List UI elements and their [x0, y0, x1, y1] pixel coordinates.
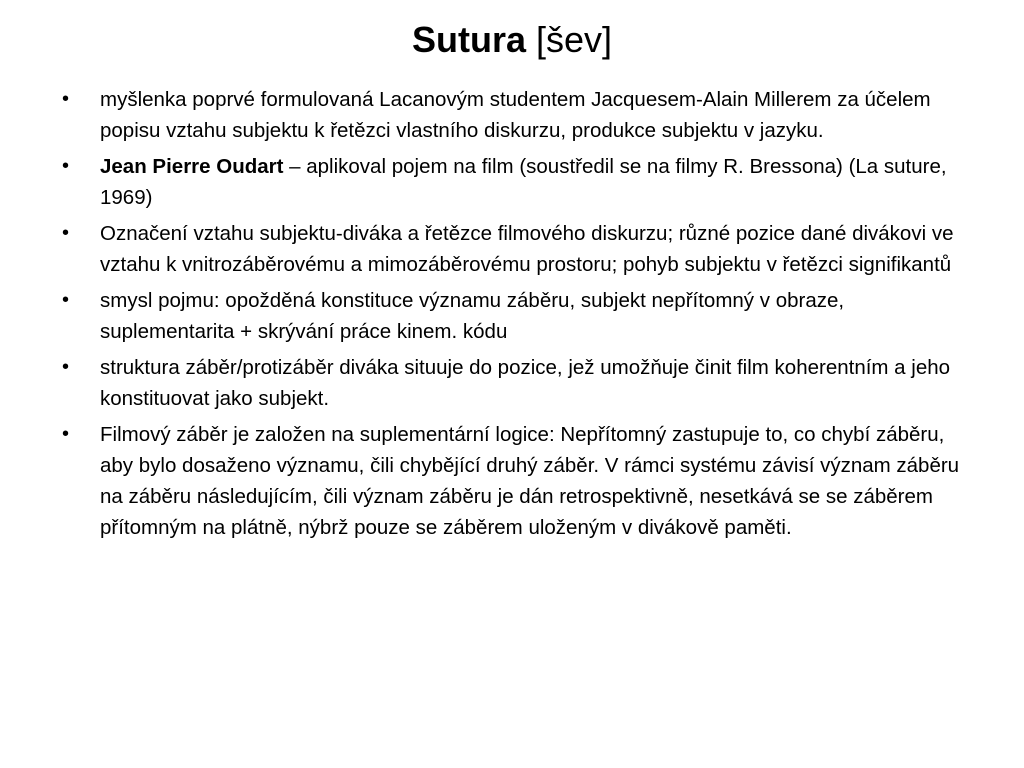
title-term: Sutura	[411, 19, 526, 60]
bullet-text: Filmový záběr je založen na suplementární logice: Nepřítomný zastupuje to, co chybí záběru, aby bylo dosaženo významu, čili chybějící druhý záběr. V rámci systému závisí význam záběru na záběru následujícím, čili význam záběru je dán retrospektivně, nesetkává se se záběrem přítomným na plátně, nýbrž pouze se záběrem uloženým v divákově paměti.	[100, 423, 960, 539]
bullet-icon: •	[62, 155, 70, 177]
title-translation: [šev]	[536, 19, 613, 60]
bullet-item	[62, 84, 972, 146]
bullet-text: – aplikoval pojem na film (soustředil se na filmy R. Bressona) (La suture, 1969)	[100, 155, 947, 209]
bullet-icon: •	[62, 423, 70, 445]
slide-title	[0, 16, 1024, 64]
bullet-item	[62, 419, 972, 543]
bullet-text: smysl pojmu: opožděná konstituce významu záběru, subjekt nepřítomný v obraze, suplementarita + skrývání práce kinem. kódu	[100, 289, 845, 343]
bullet-text: Označení vztahu subjektu-diváka a řetězce filmového diskurzu; různé pozice dané divákovi ve vztahu k vnitrozáběrovému a mimozáběrovému prostoru; pohyb subjektu v řetězci signifikantů	[100, 222, 954, 276]
bullet-item	[62, 352, 972, 414]
bullet-item	[62, 151, 972, 213]
bullet-item	[62, 218, 972, 280]
bullet-text: myšlenka poprvé formulovaná Lacanovým studentem Jacquesem-Alain Millerem za účelem popisu vztahu subjektu k řetězci vlastního diskurzu, produkce subjektu v jazyku.	[100, 88, 931, 142]
bullet-text: struktura záběr/protizáběr diváka situuje do pozice, jež umožňuje činit film koherentním a jeho konstituovat jako subjekt.	[100, 356, 951, 410]
bullet-icon: •	[62, 88, 70, 110]
bullet-icon: •	[62, 356, 70, 378]
bullet-item	[62, 285, 972, 347]
bullet-list	[62, 84, 972, 548]
bullet-icon: •	[62, 222, 70, 244]
bullet-lead-name: Jean Pierre Oudart	[100, 155, 284, 178]
bullet-icon: •	[62, 289, 70, 311]
